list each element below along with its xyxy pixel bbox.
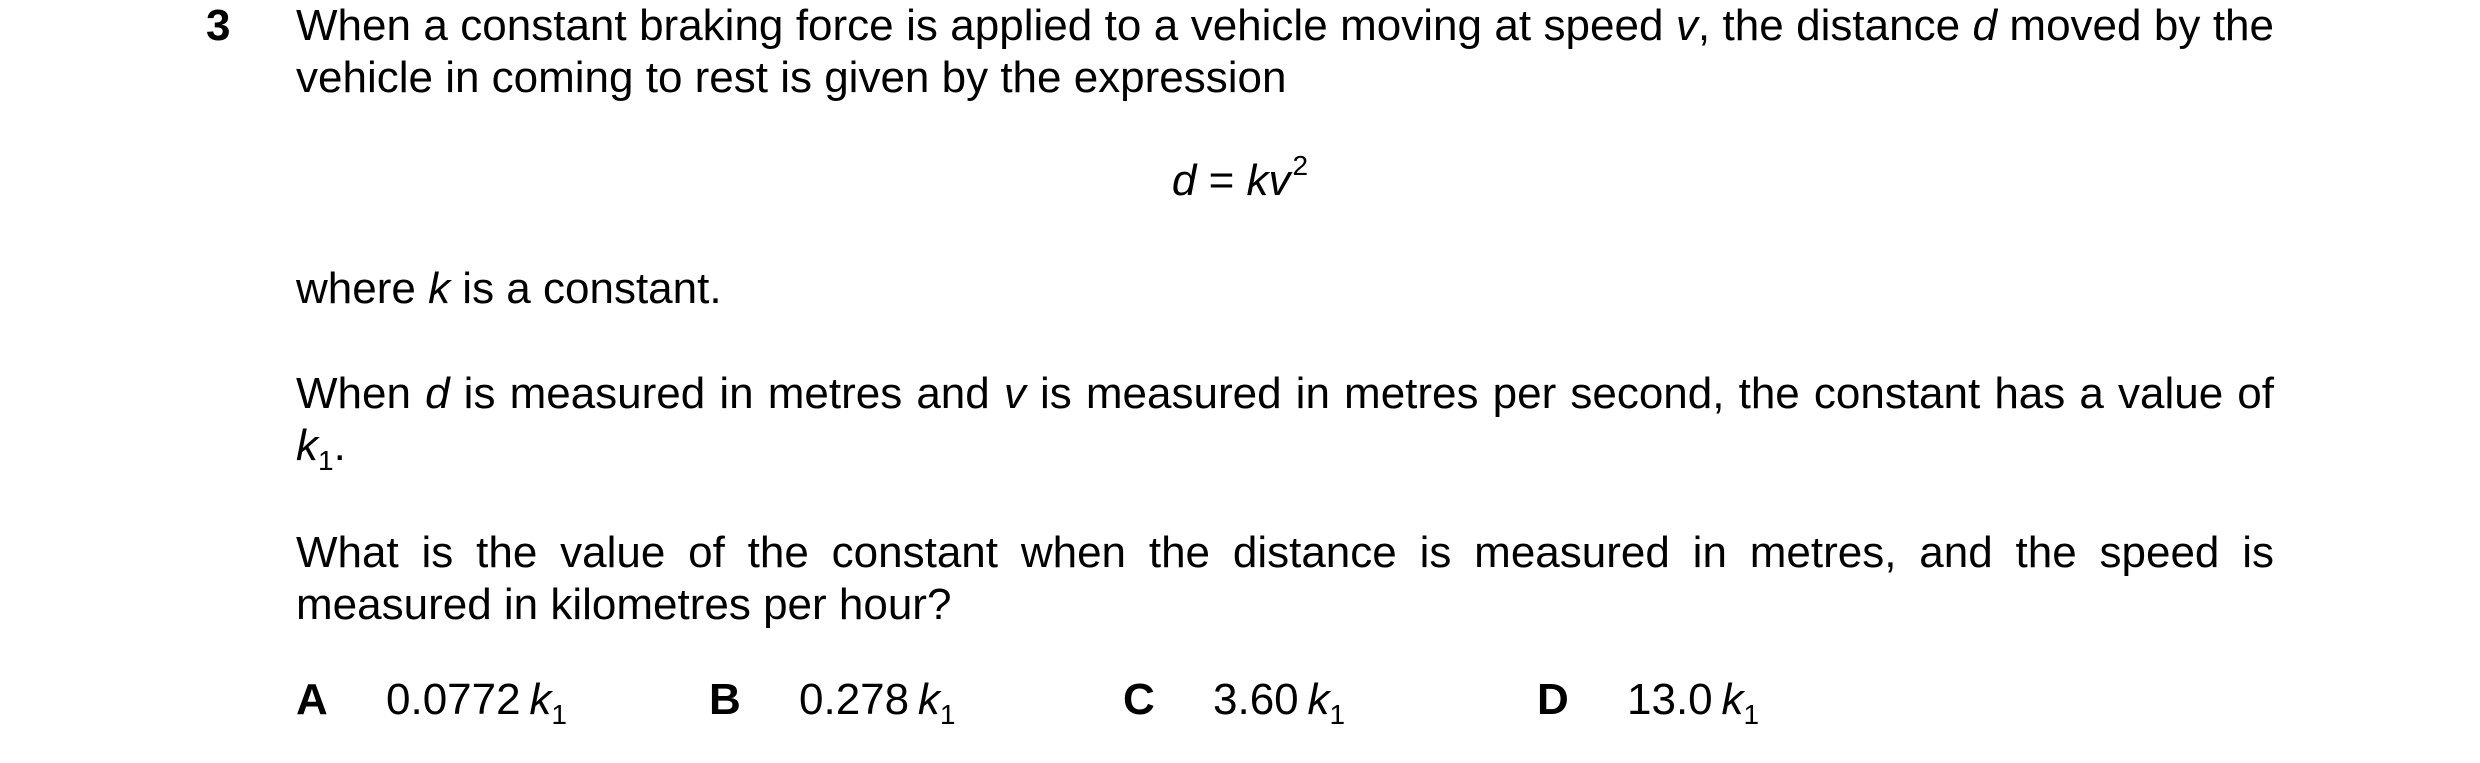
question-prompt: What is the value of the constant when the distance is measured in metres, and the speed is measured in kilometres per hour? bbox=[296, 528, 2274, 629]
units-text-2: is measured in metres and bbox=[449, 369, 1004, 418]
units-text-4: . bbox=[333, 421, 346, 470]
option-letter: C bbox=[1123, 675, 1155, 724]
option-letter: D bbox=[1537, 675, 1569, 724]
subscript-1: 1 bbox=[318, 445, 334, 476]
symbol-d: d bbox=[1972, 1, 1997, 50]
symbol-v: v bbox=[1675, 1, 1698, 50]
option-letter: A bbox=[296, 675, 328, 724]
where-text-1: where bbox=[296, 264, 429, 313]
option-c[interactable] bbox=[1123, 674, 1346, 730]
question-intro bbox=[296, 0, 2274, 104]
option-b[interactable] bbox=[709, 674, 956, 730]
intro-text-3: moved by the vehicle in coming to rest is given by the expression bbox=[296, 1, 2274, 102]
option-d[interactable] bbox=[1537, 674, 1760, 730]
units-text-1: When bbox=[296, 369, 426, 418]
units-text-3: is measured in metres per second, the constant has a value of bbox=[1025, 369, 2275, 418]
option-value: 13.0 $k_1$ bbox=[1627, 675, 1760, 730]
option-value: 0.278 $k_1$ bbox=[799, 675, 956, 730]
option-a[interactable] bbox=[296, 674, 567, 730]
where-line bbox=[296, 263, 2274, 315]
symbol-v: v bbox=[1003, 369, 1026, 418]
equation bbox=[0, 150, 2480, 212]
equation-equals: = bbox=[1196, 156, 1247, 205]
symbol-k: k bbox=[428, 264, 451, 313]
intro-text-1: When a constant braking force is applied to a vehicle moving at speed bbox=[296, 1, 1676, 50]
symbol-d: d bbox=[425, 369, 450, 418]
equation-k: k bbox=[1246, 156, 1269, 205]
option-value: 0.0772 $k_1$ bbox=[386, 675, 567, 730]
question-number: 3 bbox=[206, 1, 231, 50]
units-paragraph bbox=[296, 368, 2274, 477]
equation-lhs: d bbox=[1171, 156, 1197, 205]
option-value: 3.60 $k_1$ bbox=[1213, 675, 1346, 730]
intro-text-2: , the distance bbox=[1697, 1, 1973, 50]
where-text-2: is a constant. bbox=[450, 264, 722, 313]
symbol-k1: k bbox=[296, 421, 318, 470]
equation-v: v bbox=[1268, 156, 1291, 205]
equation-exponent: 2 bbox=[1292, 150, 1309, 181]
option-letter: B bbox=[709, 675, 741, 724]
